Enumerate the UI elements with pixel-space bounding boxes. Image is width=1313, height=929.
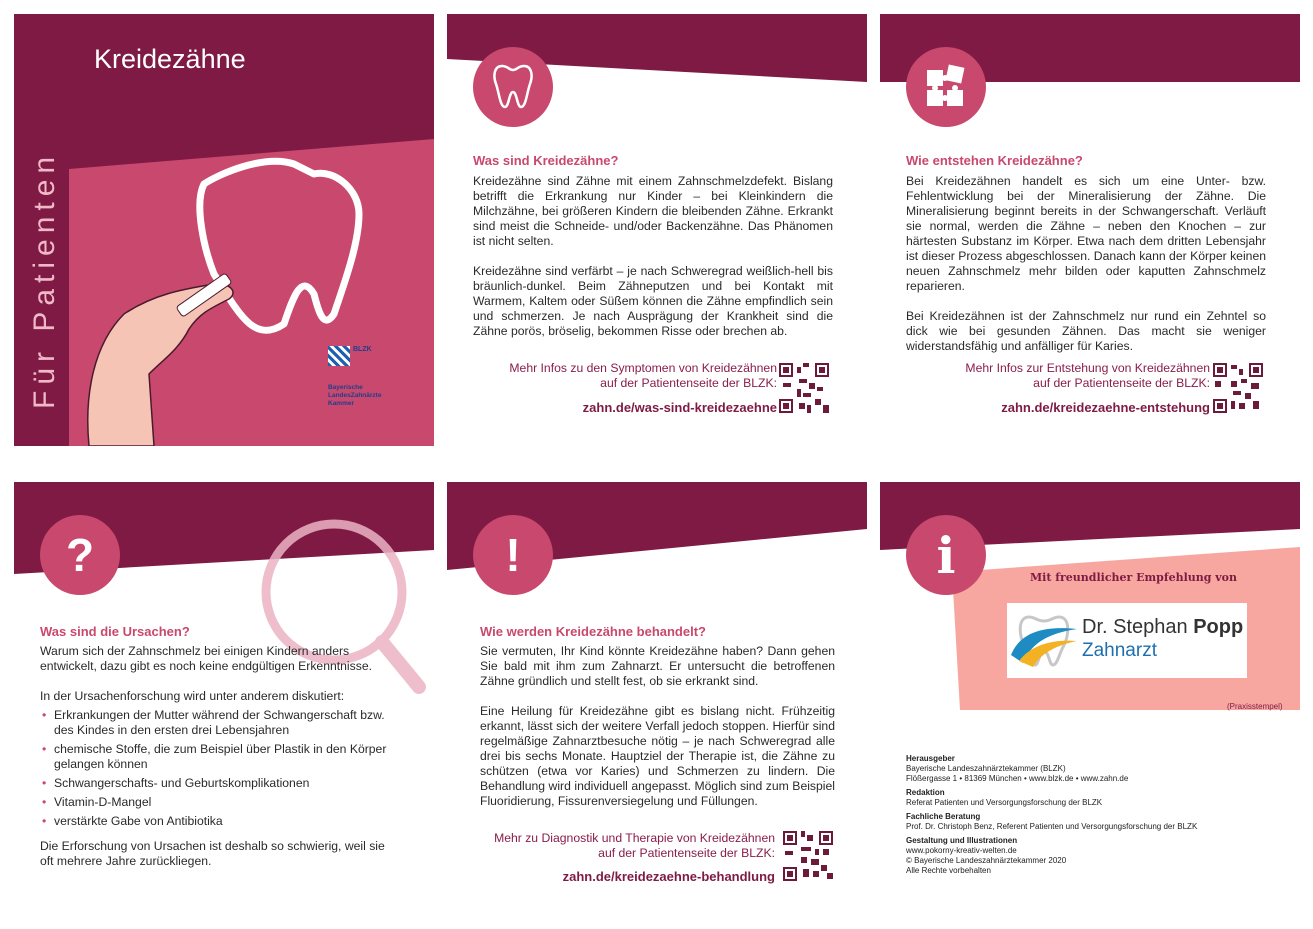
qr-code[interactable]	[1213, 362, 1263, 414]
qr-code[interactable]	[779, 362, 829, 414]
imprint-block	[906, 812, 1197, 832]
logo-text: Bayerische LandesZahnärzte Kammer	[328, 384, 382, 407]
panel-behandlung	[447, 482, 867, 914]
paragraph: Eine Heilung für Kreidezähne gibt es bislang nicht. Frühzeitig erkannt, lässt sich der weitere Verfall jedoch stoppen. Hierfür sind regelmäßige Zahnarztbesuche nötig – je nach Schweregrad alle drei bis sechs Monate. Hauptziel der Therapie ist, die Zähne zu schützen (etwa vor Karies) und Schmerzen zu lindern. Die Behandlung wird individuell angepasst. Möglich sind zum Beispiel Fluoridierung, Fissurenversiegelung und Füllungen.	[480, 704, 835, 808]
more-info-link[interactable]: zahn.de/kreidezaehne-behandlung	[562, 869, 775, 884]
imprint-line: Alle Rechte vorbehalten	[906, 866, 991, 875]
more-info-line: Mehr Infos zu den Symptomen von Kreidezähnen	[509, 361, 777, 375]
imprint-label: Redaktion	[906, 788, 945, 797]
more-info-line: auf der Patientenseite der BLZK:	[598, 846, 775, 860]
paragraph: Bei Kreidezähnen handelt es sich um eine Unter- bzw. Fehlentwicklung bei der Mineralisierung der Zähne. Die Mineralisierung beginnt bereits in der Schwangerschaft. Verläuft sie normal, werden die Zähne – neben den Knochen – zur härtesten Substanz im Körper. Etwa nach dem dritten Lebensjahr ist dieser Prozess abgeschlossen. Danach kann der Körper keinen neuen Zahnschmelz mehr bilden oder kaputten Zahnschmelz reparieren.	[906, 174, 1266, 293]
imprint-line: Bayerische Landeszahnärztekammer (BLZK)	[906, 764, 1066, 773]
more-info-line: Mehr zu Diagnostik und Therapie von Kreidezähnen	[494, 831, 775, 845]
paragraph: Warum sich der Zahnschmelz bei einigen Kindern anders entwickelt, dazu gibt es noch keine endgültigen Erkenntnisse.	[40, 644, 372, 673]
info-icon: i	[906, 515, 986, 595]
more-info-link[interactable]: zahn.de/kreidezaehne-entstehung	[1001, 400, 1210, 415]
paragraph: Die Erforschung von Ursachen ist deshalb so schwierig, weil sie oft mehrere Jahre zurückliegen.	[40, 839, 385, 868]
bavarian-flag-icon	[328, 346, 350, 366]
question-icon: ?	[40, 515, 120, 595]
section-body	[480, 644, 835, 824]
causes-list	[40, 708, 390, 829]
imprint-line: www.pokorny-kreativ-welten.de	[906, 846, 1017, 855]
section-heading: Was sind die Ursachen?	[40, 624, 190, 639]
paragraph: Sie vermuten, Ihr Kind könnte Kreidezähne haben? Dann gehen Sie bald mit ihm zum Zahnarzt. Er untersucht die betroffenen Zähne gründlich und stellt fest, ob sie erkrankt sind.	[480, 644, 835, 688]
more-info-link[interactable]: zahn.de/was-sind-kreidezaehne	[582, 400, 777, 415]
section-body	[473, 174, 833, 354]
dentist-tooth-logo-icon	[1009, 607, 1079, 673]
imprint-block	[906, 836, 1197, 876]
section-body	[40, 644, 390, 884]
list-item: • chemische Stoffe, die zum Beispiel über Plastik in den Körper gelangen können	[40, 742, 390, 772]
cover-panel	[14, 14, 434, 446]
imprint-label: Gestaltung und Illustrationen	[906, 836, 1018, 845]
more-info-line: auf der Patientenseite der BLZK:	[600, 376, 777, 390]
imprint-label: Herausgeber	[906, 754, 955, 763]
dentist-role: Zahnarzt	[1082, 640, 1157, 661]
more-info-line: auf der Patientenseite der BLZK:	[1033, 376, 1210, 390]
more-info-text	[965, 361, 1210, 391]
puzzle-icon	[906, 47, 986, 127]
recommendation-text: Mit freundlicher Empfehlung von	[1030, 571, 1238, 584]
dentist-logo	[1007, 603, 1247, 678]
section-heading: Wie entstehen Kreidezähne?	[906, 153, 1083, 168]
paragraph: Bei Kreidezähnen ist der Zahnschmelz nur rund ein Zehntel so dick wie bei gesunden Zähnen. Das macht sie weniger widerstandsfähig und anfälliger für Karies.	[906, 309, 1266, 353]
list-item: • verstärkte Gabe von Antibiotika	[40, 814, 390, 829]
imprint-line: Referat Patienten und Versorgungsforschung der BLZK	[906, 798, 1103, 807]
qr-code[interactable]	[783, 830, 833, 882]
section-heading: Was sind Kreidezähne?	[473, 153, 619, 168]
imprint-line: Prof. Dr. Christoph Benz, Referent Patienten und Versorgungsforschung der BLZK	[906, 822, 1198, 831]
paragraph: Kreidezähne sind verfärbt – je nach Schweregrad weißlich-hell bis bräunlich-dunkel. Beim Zähneputzen und bei Kontakt mit Warmem, Kaltem oder Süßem können die Zähne empfindlich sein und schmerzen. Je nach Ausprägung der Krankheit sind die Zähne porös, bröselig, bekommen Risse oder brechen ab.	[473, 264, 833, 338]
imprint-block	[906, 754, 1197, 784]
stamp-caption: (Praxisstempel)	[1227, 702, 1283, 711]
imprint-line: Flößergasse 1 • 81369 München • www.blzk.de • www.zahn.de	[906, 774, 1129, 783]
dentist-name: Dr. Stephan Popp	[1082, 616, 1244, 638]
section-body	[906, 174, 1266, 369]
tooth-icon	[473, 47, 553, 127]
cover-vertical-text: Für Patienten	[28, 150, 61, 409]
list-item: • Erkrankungen der Mutter während der Schwangerschaft bzw. des Kindes in den ersten drei Lebensjahren	[40, 708, 390, 738]
panel-wie-entstehen-kreidezaehne	[880, 14, 1300, 446]
imprint-label: Fachliche Beratung	[906, 812, 981, 821]
list-intro: In der Ursachenforschung wird unter anderem diskutiert:	[40, 689, 345, 703]
more-info-line: Mehr Infos zur Entstehung von Kreidezähnen	[965, 361, 1210, 375]
imprint-block	[906, 788, 1197, 808]
logo-abbr: BLZK	[353, 346, 372, 353]
more-info-text	[494, 831, 775, 861]
list-item: • Schwangerschafts- und Geburtskomplikationen	[40, 776, 390, 791]
blzk-logo	[328, 346, 398, 408]
panel-was-sind-kreidezaehne	[447, 14, 867, 446]
panel-info-imprint	[880, 482, 1300, 914]
exclamation-icon: !	[473, 515, 553, 595]
list-item: • Vitamin-D-Mangel	[40, 795, 390, 810]
more-info-text	[509, 361, 777, 391]
imprint	[906, 754, 1197, 876]
paragraph: Kreidezähne sind Zähne mit einem Zahnschmelzdefekt. Bislang betrifft die Erkrankung nur Kinder – bei Kleinkindern die Milchzähne, bei größeren Kindern die bleibenden Zähne. Erkrankt sind meist die Schneide- und/oder Backenzähne. Das Phänomen ist nicht selten.	[473, 174, 833, 248]
cover-title: Kreidezähne	[94, 44, 246, 74]
imprint-line: © Bayerische Landeszahnärztekammer 2020	[906, 856, 1067, 865]
section-heading: Wie werden Kreidezähne behandelt?	[480, 624, 706, 639]
panel-ursachen	[14, 482, 434, 914]
